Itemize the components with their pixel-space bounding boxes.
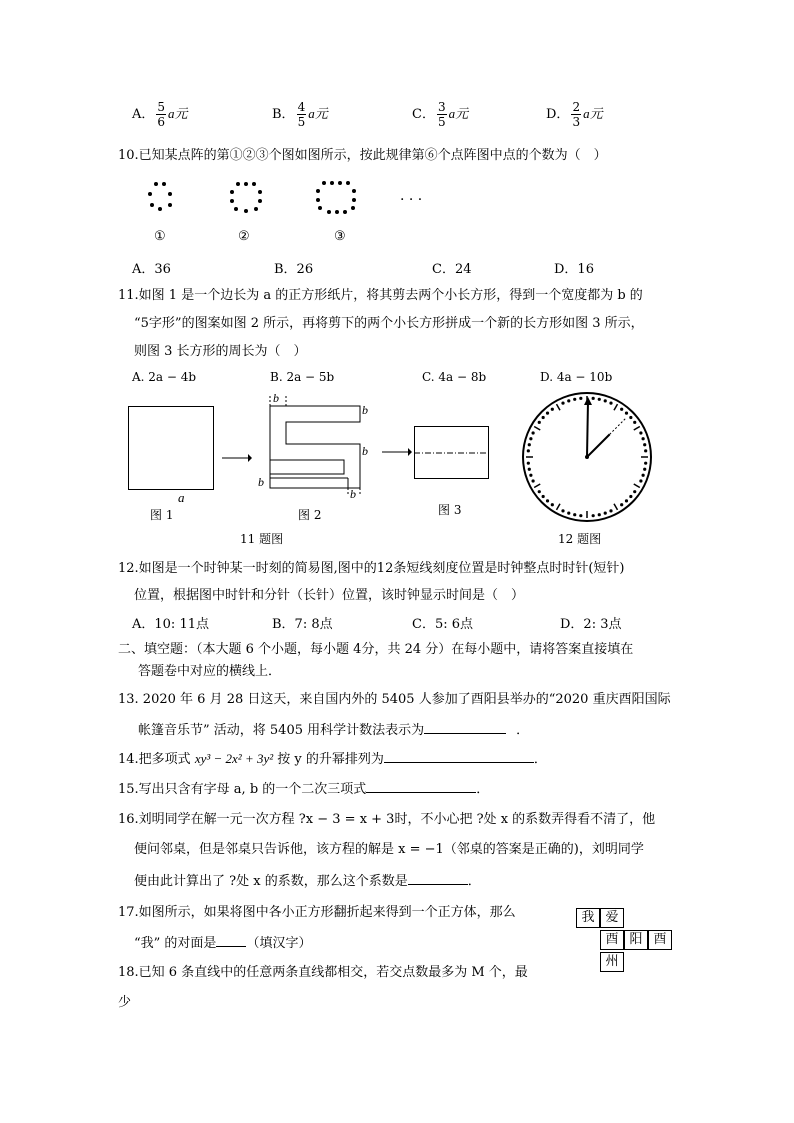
minute-dot [538, 421, 541, 424]
hour-tick [614, 504, 618, 510]
minute-dot [604, 399, 607, 402]
q16-end: ． [467, 874, 481, 889]
net-cell: 酉 [600, 930, 624, 950]
fig2-caption: 图 2 [298, 508, 322, 522]
numerator: 3 [437, 100, 446, 114]
fig3-rectangle [414, 426, 494, 482]
q11-option-a: A. 2a − 4b [132, 370, 197, 384]
q9-option-c [412, 100, 468, 129]
minute-dot [573, 513, 576, 516]
minute-dot [609, 509, 612, 512]
q17-text-post: （填汉字） [246, 936, 312, 951]
minute-dot [546, 412, 549, 415]
minute-dot [642, 437, 645, 440]
q11-option-c: C. 4a − 8b [422, 370, 487, 384]
minute-dot [528, 443, 531, 446]
q12-stem-line-1: 12.如图是一个时钟某一时刻的简易图,图中的12条短线刻度位置是时钟整点时时针(短针) [118, 561, 625, 576]
fraction [297, 100, 307, 129]
hour-tick [557, 404, 561, 410]
fraction [437, 100, 447, 129]
option-suffix: a元 [448, 106, 469, 121]
numerator: 5 [157, 100, 166, 114]
minute-dot [639, 479, 642, 482]
fig2-b-label: b [273, 391, 279, 405]
q18-line-2: 少 [118, 995, 132, 1010]
net-cell: 州 [600, 952, 624, 972]
fig3-caption: 图 3 [438, 503, 462, 517]
option-suffix: a元 [583, 106, 603, 121]
q14-end: ． [533, 752, 547, 767]
arrow-icon [222, 452, 252, 464]
minute-dot [527, 462, 530, 465]
minute-dot [598, 513, 601, 516]
denominator: 6 [157, 115, 166, 129]
fig-label-2: ② [238, 229, 250, 244]
fraction [156, 100, 166, 129]
minute-dot [629, 416, 632, 419]
minute-dot [643, 468, 646, 471]
hour-tick [614, 404, 618, 410]
fraction [571, 100, 581, 129]
option-label: C． [412, 107, 435, 122]
net-cell: 我 [576, 908, 600, 928]
net-cell: 酉 [648, 930, 672, 950]
minute-dot [639, 431, 642, 434]
minute-dot [573, 398, 576, 401]
minute-dot [561, 509, 564, 512]
q13-line-1: 13. 2020 年 6 月 28 日这天，来自国内外的 5405 人参加了酉阳县举办的“2020 重庆酉阳国际 [118, 692, 671, 707]
fig1-side-label: a [178, 490, 185, 505]
section-heading: 二、填空题：（本大题 6 个小题，每小题 4分，共 24 分）在每小题中，请将答案直接填在 [118, 642, 634, 657]
minute-dot [592, 514, 595, 517]
q12-option-c: C．5: 6点 [412, 617, 474, 632]
section-heading-line-2: 答题卷中对应的横线上． [138, 664, 282, 679]
dot-pattern-3 [316, 181, 356, 214]
hour-hand-extension [610, 419, 626, 435]
minute-dot [598, 398, 601, 401]
answer-blank[interactable] [384, 748, 534, 763]
minute-dot [542, 495, 545, 498]
q16-line-3 [134, 870, 694, 892]
q11-figure-caption: 11 题图 [240, 532, 284, 546]
clock-figure [520, 390, 654, 524]
q11-stem-line-3: 则图 3 长方形的周长为（ ） [134, 344, 307, 359]
q13-line-2 [138, 719, 698, 741]
q12-option-d: D．2: 3点 [560, 617, 622, 632]
answer-blank[interactable] [216, 932, 246, 947]
fig2-b-label: b [362, 444, 368, 458]
minute-dot [620, 503, 623, 506]
q11-option-b: B. 2a − 5b [270, 370, 335, 384]
fig-label-1: ① [154, 229, 166, 244]
q11-stem-line-1: 11.如图 1 是一个边长为 a 的正方形纸片，将其剪去两个小长方形，得到一个宽度都为 b 的 [118, 288, 643, 303]
hour-hand [587, 434, 610, 457]
q16-line-2: 便问邻桌，但是邻桌只告诉他，该方程的解是 x = −1（邻桌的答案是正确的)，刘明同学 [134, 842, 644, 857]
q14-line [118, 748, 678, 770]
q9-option-d [546, 100, 603, 129]
dot-pattern-2 [230, 182, 262, 213]
minute-dot [644, 449, 647, 452]
net-cell: 爱 [600, 908, 624, 928]
numerator: 4 [297, 100, 306, 114]
dot-pattern-1 [148, 182, 172, 211]
minute-dot [642, 474, 645, 477]
option-suffix: a元 [168, 106, 188, 121]
minute-dot [643, 443, 646, 446]
fig1-caption: 图 1 [150, 508, 174, 522]
minute-dot [620, 408, 623, 411]
net-cell: 阳 [624, 930, 648, 950]
q10-option-d: D．16 [554, 262, 594, 277]
minute-dot [527, 449, 530, 452]
hour-tick [557, 504, 561, 510]
q15-text: 15.写出只含有字母 a, b 的一个二次三项式 [118, 782, 367, 797]
minute-dot [579, 514, 582, 517]
minute-dot [579, 397, 582, 400]
hour-tick [634, 484, 640, 488]
q17-text: “我” 的对面是 [134, 936, 217, 951]
q14-polynomial: xy³ − 2x² + 3y² [194, 751, 274, 766]
q11-stem-line-2: “5字形”的图案如图 2 所示，再将剪下的两个小长方形拼成一个新的长方形如图 3 所示， [134, 316, 644, 331]
answer-blank[interactable] [408, 870, 468, 885]
hour-tick [634, 427, 640, 431]
minute-dot [546, 499, 549, 502]
q9-option-b [272, 100, 328, 129]
q15-end: ． [476, 782, 490, 797]
fig2-b-label: b [350, 487, 356, 501]
minute-dot [633, 490, 636, 493]
minute-dot [567, 512, 570, 515]
minute-dot [532, 479, 535, 482]
fig-label-3: ③ [334, 229, 346, 244]
q17-line-2 [134, 932, 434, 954]
fig1-square [128, 406, 214, 490]
q12-option-b: B．7: 8点 [272, 617, 333, 632]
option-label: B． [272, 107, 295, 122]
q13-end: ． [516, 723, 530, 738]
q10-dot-patterns [140, 178, 440, 228]
minute-dot [604, 512, 607, 515]
q14-text-mid: 按 y 的升幂排列为 [273, 752, 384, 767]
minute-dot [609, 402, 612, 405]
q11-option-d: D. 4a − 10b [540, 370, 613, 384]
minute-dot [625, 499, 628, 502]
minute-dot [532, 431, 535, 434]
fig2-b-label: b [258, 475, 264, 489]
minute-hand [587, 401, 588, 457]
answer-blank[interactable] [366, 778, 476, 793]
minute-dot [567, 399, 570, 402]
minute-dot [592, 397, 595, 400]
option-label: A． [132, 107, 155, 122]
q13-text: 帐篷音乐节” 活动，将 5405 用科学计数法表示为 [138, 723, 425, 738]
minute-dot [625, 412, 628, 415]
clock-center [585, 455, 589, 459]
denominator: 5 [297, 115, 306, 129]
minute-dot [538, 490, 541, 493]
q16-line-1: 16.刘明同学在解一元一次方程 ?x − 3 = x + 3时，不小心把 ?处 x 的系数弄得看不清了，他 [118, 812, 656, 827]
minute-dot [542, 416, 545, 419]
minute-dot [644, 462, 647, 465]
denominator: 5 [437, 115, 446, 129]
numerator: 2 [572, 100, 581, 114]
ellipsis: · · · [400, 192, 423, 208]
q10-option-b: B．26 [274, 262, 314, 277]
q14-text: 14.把多项式 [118, 752, 195, 767]
q15-line [118, 778, 678, 800]
q10-stem: 10.已知某点阵的第①②③个图如图所示，按此规律第⑥个点阵图中点的个数为（ ） [118, 148, 607, 163]
q12-option-a: A．10: 11点 [132, 617, 209, 632]
option-label: D． [546, 107, 570, 122]
q18-line-1: 18.已知 6 条直线中的任意两条直线都相交，若交点数最多为 M 个，最 [118, 965, 528, 980]
minute-dot [629, 495, 632, 498]
minute-dot [561, 402, 564, 405]
minute-dot [529, 437, 532, 440]
denominator: 3 [572, 115, 581, 129]
q17-line-1: 17.如图所示，如果将图中各小正方形翻折起来得到一个正方体，那么 [118, 905, 516, 920]
hour-tick [534, 427, 540, 431]
minute-dot [633, 421, 636, 424]
q12-figure-caption: 12 题图 [558, 532, 602, 546]
arrow-icon [382, 446, 412, 458]
q10-option-c: C．24 [432, 262, 472, 277]
option-suffix: a元 [308, 106, 328, 121]
minute-dot [551, 503, 554, 506]
q12-stem-line-2: 位置，根据图中时针和分针（长针）位置，该时钟显示时间是（ ） [134, 588, 525, 603]
q10-option-a: A．36 [132, 262, 171, 277]
minute-dot [528, 468, 531, 471]
q16-text: 便由此计算出了 ?处 x 的系数，那么这个系数是 [134, 874, 408, 889]
answer-blank[interactable] [424, 719, 506, 734]
minute-hand-tip [584, 397, 592, 405]
fig2-b-label: b [362, 403, 368, 417]
minute-dot [529, 474, 532, 477]
q9-option-a [132, 100, 188, 129]
minute-dot [551, 408, 554, 411]
hour-tick [534, 484, 540, 488]
